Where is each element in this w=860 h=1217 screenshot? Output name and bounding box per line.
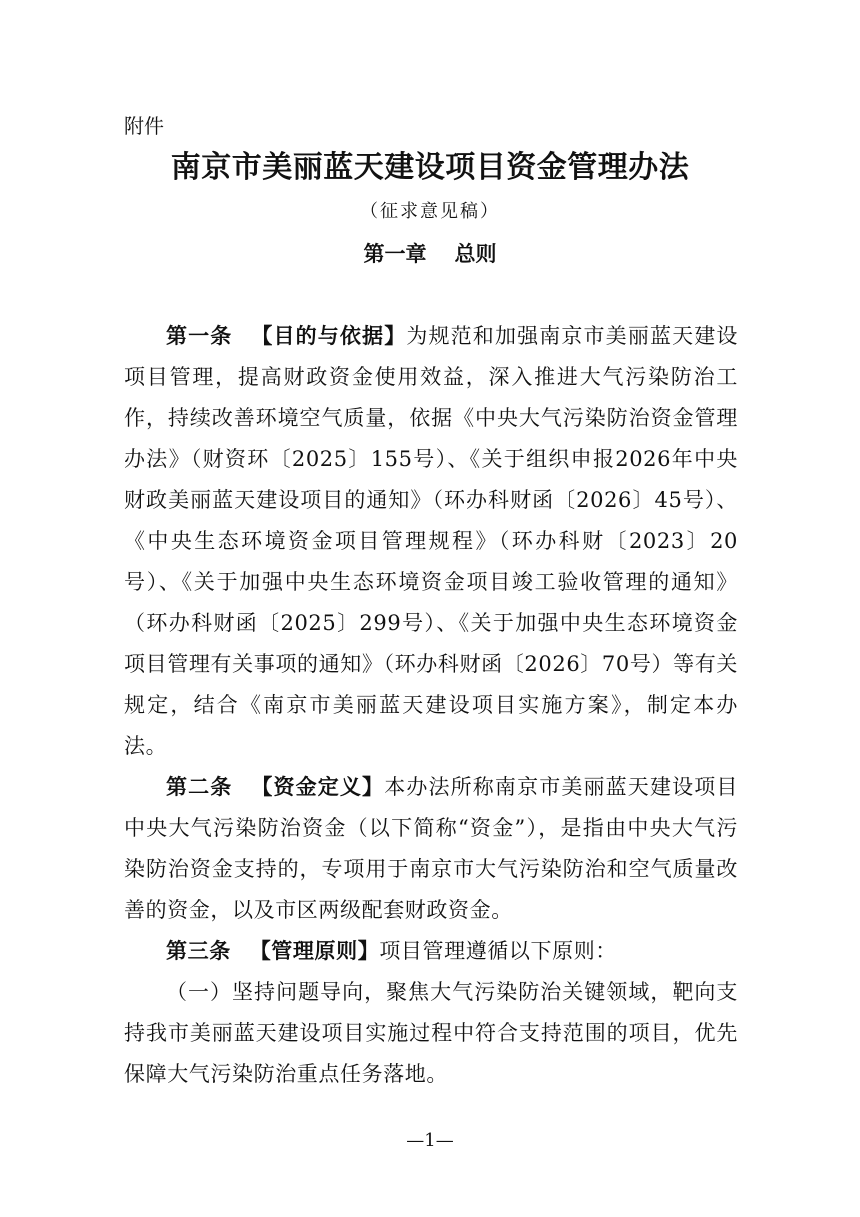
article-2 [124,767,738,931]
article-text: 项目管理遵循以下原则： [379,939,617,963]
article-heading: 【管理原则】 [249,939,380,963]
attachment-label: 附件 [124,114,164,138]
chapter-name: 总则 [454,242,497,266]
article-text: 本办法所称南京市美丽蓝天建设项目中央大气污染防治资金（以下简称“资金”），是指由中央大气污染防治资金支持的，专项用于南京市大气污染防治和空气质量改善的资金，以及市区两级配套财政资金。 [124,775,738,922]
page-number: —1— [406,1130,454,1151]
document-subtitle: （征求意见稿） [360,201,500,222]
document-title: 南京市美丽蓝天建设项目资金管理办法 [170,150,690,185]
article-text: 为规范和加强南京市美丽蓝天建设项目管理，提高财政资金使用效益，深入推进大气污染防治工作，持续改善环境空气质量，依据《中央大气污染防治资金管理办法》（财资环〔2025〕155号）、《关于组织申报2026年中央财政美丽蓝天建设项目的通知》（环办科财函〔2026〕45号）、《中央生态环境资金项目管理规程》（环办科财〔2023〕20号）、《关于加强中央生态环境资金项目竣工验收管理的通知》（环办科财函〔2025〕299号）、《关于加强中央生态环境资金项目管理有关事项的通知》（环办科财函〔2026〕70号）等有关规定，结合《南京市美丽蓝天建设项目实施方案》，制定本办法。 [124,324,738,758]
document-body [124,316,738,1095]
article-number: 第二条 [166,775,233,799]
clause-1: （一）坚持问题导向，聚焦大气污染防治关键领域，靶向支持我市美丽蓝天建设项目实施过程中符合支持范围的项目，优先保障大气污染防治重点任务落地。 [124,980,738,1086]
article-heading: 【目的与依据】 [251,324,407,348]
article-3 [124,931,738,972]
article-number: 第一条 [166,324,233,348]
article-heading: 【资金定义】 [251,775,385,799]
chapter-number: 第一章 [363,242,427,266]
article-number: 第三条 [166,939,231,963]
article-1 [124,316,738,767]
chapter-heading [0,238,860,270]
